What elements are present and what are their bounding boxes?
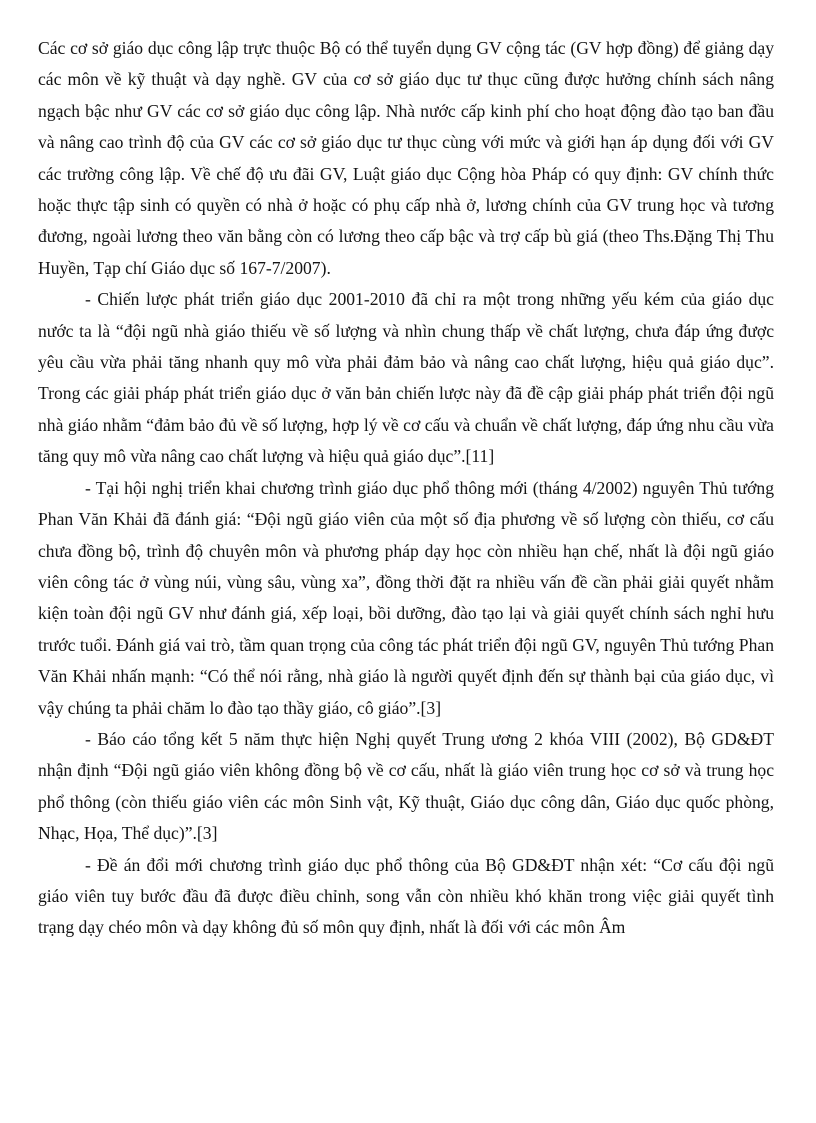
paragraph-french-education-law: Các cơ sở giáo dục công lập trực thuộc Bộ có thể tuyển dụng GV cộng tác (GV hợp đồng) để giảng dạy các môn về kỹ thuật và dạy nghề. GV của cơ sở giáo dục tư thục cũng được hưởng chính sách nâng ngạch bậc như GV các cơ sở giáo dục công lập. Nhà nước cấp kinh phí cho hoạt động đào tạo ban đầu và nâng cao trình độ của GV các cơ sở giáo dục tư thục cùng với mức và giới hạn áp dụng đối với GV các trường công lập. Về chế độ ưu đãi GV, Luật giáo dục Cộng hòa Pháp có quy định: GV chính thức hoặc thực tập sinh có quyền có nhà ở hoặc có phụ cấp nhà ở, lương chính của GV trung học và tương đương, ngoài lương theo văn bằng còn có lương theo cấp bậc và trợ cấp bù giá (theo Ths.Đặng Thị Thu Huyền, Tạp chí Giáo dục số 167-7/2007). [38,38,774,278]
paragraph-education-strategy-2001-2010: - Chiến lược phát triển giáo dục 2001-2010 đã chỉ ra một trong những yếu kém của giáo dục nước ta là “đội ngũ nhà giáo thiếu về số lượng và nhìn chung thấp về chất lượng, chưa đáp ứng được yêu cầu vừa phải tăng nhanh quy mô vừa phải đảm bảo và nâng cao chất lượng, hiệu quả giáo dục”. Trong các giải pháp phát triển giáo dục ở văn bản chiến lược này đã đề cập giải pháp phát triển đội ngũ nhà giáo nhằm “đảm bảo đủ về số lượng, hợp lý về cơ cấu và chuẩn về chất lượng, đáp ứng nhu cầu vừa tăng quy mô vừa nâng cao chất lượng và hiệu quả giáo dục”.[11] [38,289,774,467]
paragraph-5-year-resolution-report: - Báo cáo tổng kết 5 năm thực hiện Nghị quyết Trung ương 2 khóa VIII (2002), Bộ GD&ĐT nhận định “Đội ngũ giáo viên không đồng bộ về cơ cấu, nhất là giáo viên trung học cơ sở và trung học phổ thông (còn thiếu giáo viên các môn Sinh vật, Kỹ thuật, Giáo dục công dân, Giáo dục quốc phòng, Nhạc, Họa, Thể dục)”.[3] [38,728,774,844]
paragraph-curriculum-reform-project: - Đề án đổi mới chương trình giáo dục phổ thông của Bộ GD&ĐT nhận xét: “Cơ cấu đội ngũ giáo viên tuy bước đầu đã được điều chỉnh, song vẫn còn nhiều khó khăn trong việc giải quyết tình trạng dạy chéo môn và dạy không đủ số môn quy định, nhất là đối với các môn Âm [38,854,774,938]
paragraph-new-curriculum-conference: - Tại hội nghị triển khai chương trình giáo dục phổ thông mới (tháng 4/2002) nguyên Thủ tướng Phan Văn Khải đã đánh giá: “Đội ngũ giáo viên của một số địa phương về số lượng còn thiếu, cơ cấu chưa đồng bộ, trình độ chuyên môn và phương pháp dạy học còn nhiều hạn chế, nhất là đội ngũ giáo viên công tác ở vùng núi, vùng sâu, vùng xa”, đồng thời đặt ra nhiều vấn đề cần phải giải quyết nhằm kiện toàn đội ngũ GV như đánh giá, xếp loại, bồi dưỡng, đào tạo lại và giải quyết chính sách nghỉ hưu trước tuổi. Đánh giá vai trò, tầm quan trọng của công tác phát triển đội ngũ GV, nguyên Thủ tướng Phan Văn Khải nhấn mạnh: “Có thể nói rằng, nhà giáo là người quyết định đến sự thành bại của giáo dục, vì vậy chúng ta phải chăm lo đào tạo thầy giáo, cô giáo”.[3] [38,477,774,718]
